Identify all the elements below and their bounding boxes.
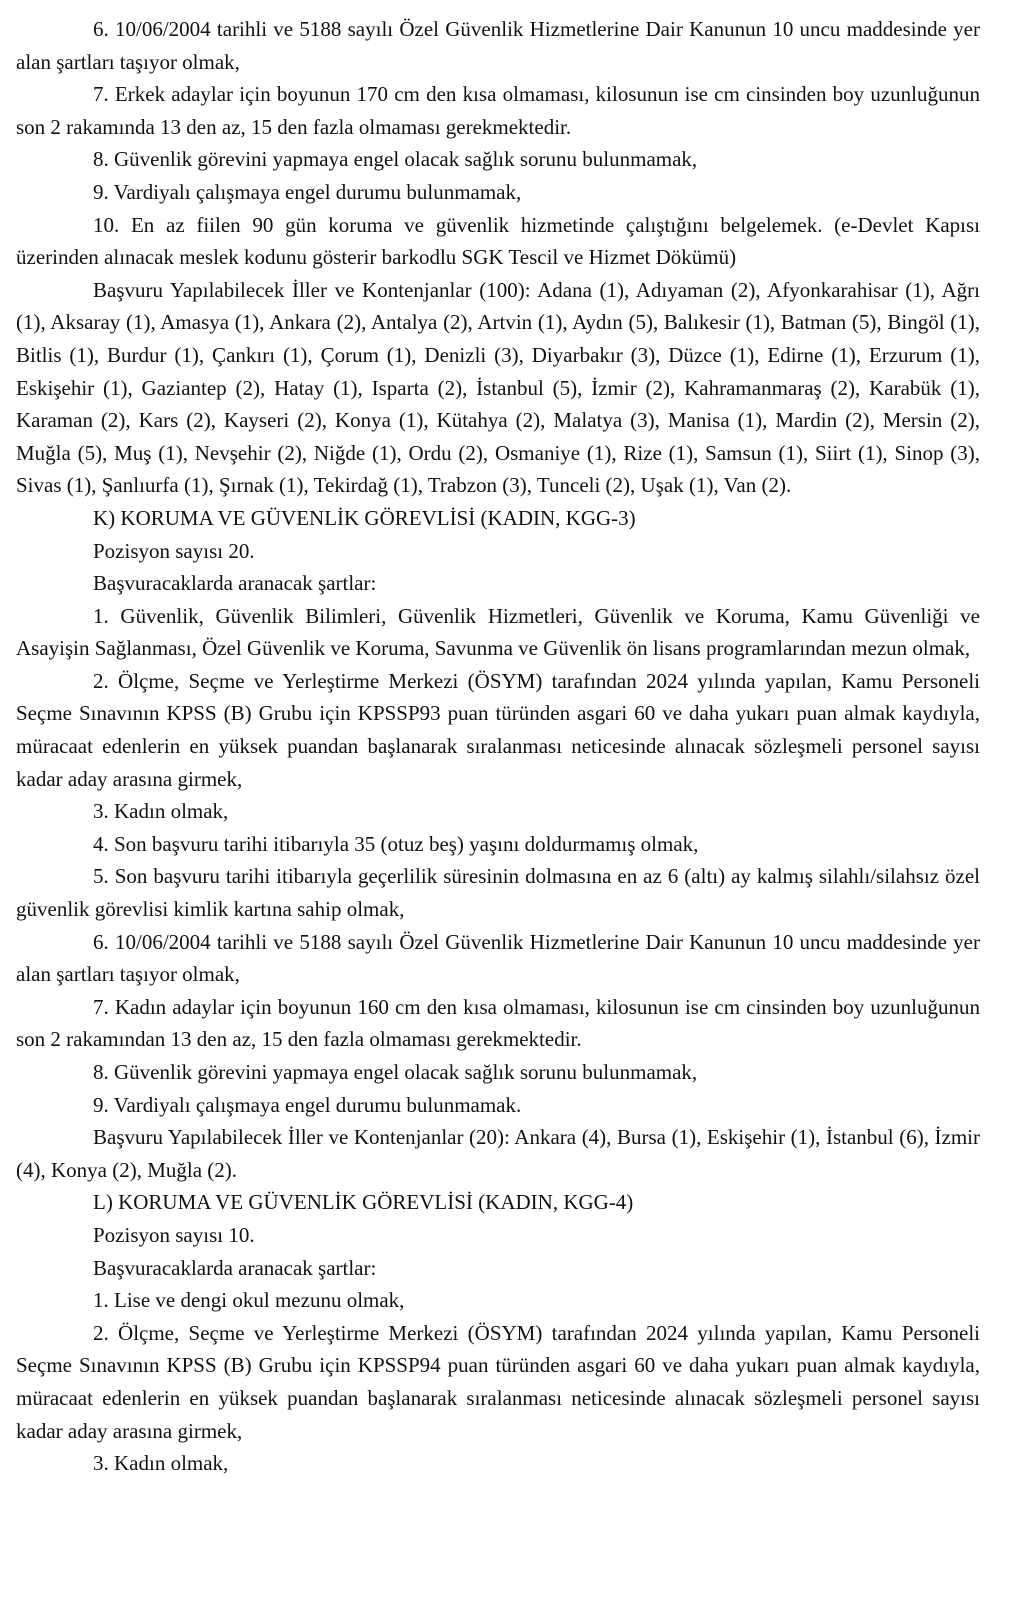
position-count: Pozisyon sayısı 20. (93, 538, 255, 563)
requirement-item: 2. Ölçme, Seçme ve Yerleştirme Merkezi (ÖSYM) tarafından 2024 yılında yapılan, Kamu Personeli Seçme Sınavının KPSS (B) Grubu için KPSSP93 puan türünden asgari 60 ve daha yukarı puan almak kaydıyla, müracaat edenlerin en yüksek puandan başlanarak sıralanması neticesinde alınacak sözleşmeli personel sayısı kadar aday arasına girmek, (16, 668, 980, 791)
requirement-item: 2. Ölçme, Seçme ve Yerleştirme Merkezi (ÖSYM) tarafından 2024 yılında yapılan, Kamu Personeli Seçme Sınavının KPSS (B) Grubu için KPSSP94 puan türünden asgari 60 ve daha yukarı puan almak kaydıyla, müracaat edenlerin en yüksek puandan başlanarak sıralanması neticesinde alınacak sözleşmeli personel sayısı kadar aday arasına girmek, (16, 1320, 980, 1443)
requirement-item: 3. Kadın olmak, (93, 1451, 229, 1476)
requirement-item: 4. Son başvuru tarihi itibarıyla 35 (otuz beş) yaşını doldurmamış olmak, (93, 831, 699, 856)
requirement-item: 3. Kadın olmak, (93, 799, 229, 824)
section-heading: L) KORUMA VE GÜVENLİK GÖREVLİSİ (KADIN, KGG-4) (93, 1190, 634, 1215)
requirements-heading: Başvuracaklarda aranacak şartlar: (93, 1255, 377, 1280)
requirement-item: 7. Kadın adaylar için boyunun 160 cm den kısa olmaması, kilosunun ise cm cinsinden boy uzunluğunun son 2 rakamından 13 den az, 15 den fazla olmaması gerekmektedir. (16, 994, 980, 1052)
requirement-item: 8. Güvenlik görevini yapmaya engel olacak sağlık sorunu bulunmamak, (93, 1060, 698, 1084)
quota-list: Başvuru Yapılabilecek İller ve Kontenjanlar (100): Adana (1), Adıyaman (2), Afyonkarahisar (1), Ağrı (1), Aksaray (1), Amasya (1), Ankara (2), Antalya (2), Artvin (1), Aydın (5), Balıkesir (1), Batman (5), Bingöl (1), Bitlis (1), Burdur (1), Çankırı (1), Çorum (1), Denizli (3), Diyarbakır (3), Düzce (1), Edirne (1), Erzurum (1), Eskişehir (1), Gaziantep (2), Hatay (1), Isparta (2), İstanbul (5), İzmir (2), Kahramanmaraş (2), Karabük (1), Karaman (2), Kars (2), Kayseri (2), Konya (1), Kütahya (2), Malatya (3), Manisa (1), Mardin (2), Mersin (2), Muğla (5), Muş (1), Nevşehir (2), Niğde (1), Ordu (2), Osmaniye (1), Rize (1), Samsun (1), Siirt (1), Sinop (3), Sivas (1), Şanlıurfa (1), Şırnak (1), Tekirdağ (1), Trabzon (3), Tunceli (2), Uşak (1), Van (2). (16, 277, 980, 498)
requirement-item: 9. Vardiyalı çalışmaya engel durumu bulunmamak, (93, 179, 522, 204)
requirement-item: 1. Lise ve dengi okul mezunu olmak, (93, 1288, 405, 1313)
document-page (16, 13, 980, 1480)
requirements-heading: Başvuracaklarda aranacak şartlar: (93, 571, 377, 596)
requirement-item: 9. Vardiyalı çalışmaya engel durumu bulunmamak. (93, 1092, 522, 1117)
requirement-item: 6. 10/06/2004 tarihli ve 5188 sayılı Özel Güvenlik Hizmetlerine Dair Kanunun 10 uncu maddesinde yer alan şartları taşıyor olmak, (16, 929, 980, 987)
requirement-item: 7. Erkek adaylar için boyunun 170 cm den kısa olmaması, kilosunun ise cm cinsinden boy uzunluğunun son 2 rakamında 13 den az, 15 den fazla olmaması gerekmektedir. (16, 82, 980, 139)
quota-list: Başvuru Yapılabilecek İller ve Kontenjanlar (20): Ankara (4), Bursa (1), Eskişehir (1), İstanbul (6), İzmir (4), Konya (2), Muğla (2). (16, 1125, 980, 1182)
requirement-item: 8. Güvenlik görevini yapmaya engel olacak sağlık sorunu bulunmamak, (93, 147, 698, 172)
requirement-item: 1. Güvenlik, Güvenlik Bilimleri, Güvenlik Hizmetleri, Güvenlik ve Koruma, Kamu Güvenliği ve Asayişin Sağlanması, Özel Güvenlik ve Koruma, Savunma ve Güvenlik ön lisans programlarından mezun olmak, (16, 603, 980, 661)
requirement-item: 10. En az fiilen 90 gün koruma ve güvenlik hizmetinde çalıştığını belgelemek. (e-Devlet Kapısı üzerinden alınacak meslek kodunu gösterir barkodlu SGK Tescil ve Hizmet Dökümü) (16, 212, 980, 270)
requirement-item: 5. Son başvuru tarihi itibarıyla geçerlilik süresinin dolmasına en az 6 (altı) ay kalmış silahlı/silahsız özel güvenlik görevlisi kimlik kartına sahip olmak, (16, 864, 980, 922)
position-count: Pozisyon sayısı 10. (93, 1222, 255, 1247)
section-heading: K) KORUMA VE GÜVENLİK GÖREVLİSİ (KADIN, KGG-3) (93, 505, 636, 530)
requirement-item: 6. 10/06/2004 tarihli ve 5188 sayılı Özel Güvenlik Hizmetlerine Dair Kanunun 10 uncu maddesinde yer alan şartları taşıyor olmak, (16, 17, 980, 74)
